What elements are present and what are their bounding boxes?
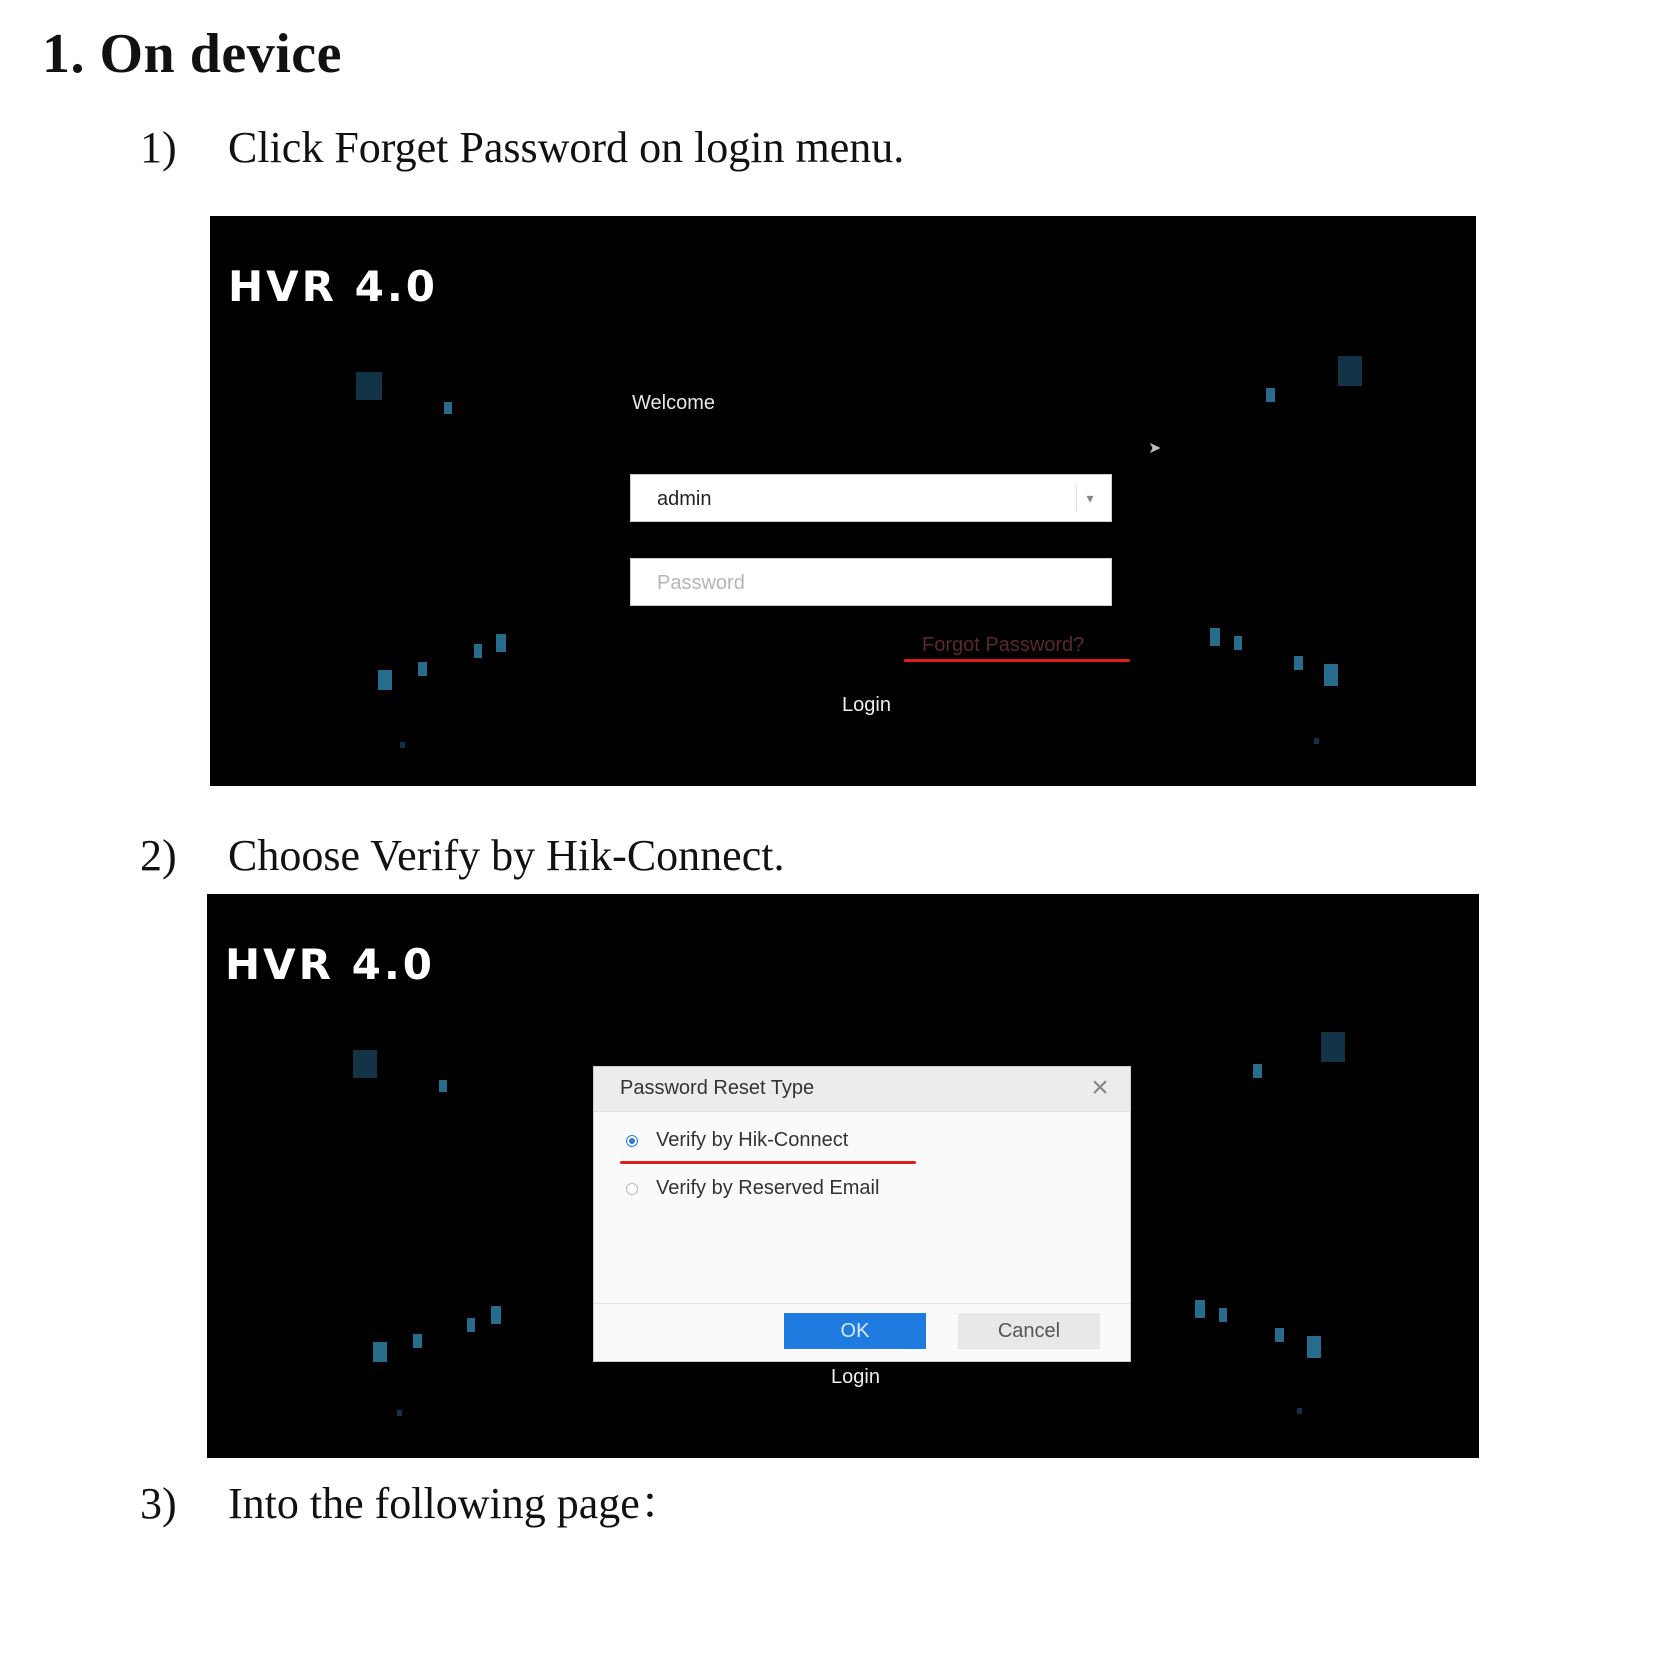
- step-number: 2): [140, 831, 177, 880]
- highlight-underline: [620, 1161, 916, 1164]
- decor-square: [1234, 636, 1242, 650]
- decor-square: [467, 1318, 475, 1332]
- decor-square: [1294, 656, 1303, 670]
- decor-square: [496, 634, 506, 652]
- ok-button[interactable]: OK: [784, 1313, 926, 1349]
- chevron-down-icon[interactable]: ▾: [1076, 485, 1103, 511]
- decor-square: [1307, 1336, 1321, 1358]
- radio-selected-icon[interactable]: [626, 1135, 638, 1147]
- reset-type-screenshot: [207, 894, 1479, 1458]
- decor-square: [1321, 1032, 1345, 1062]
- dialog-header: [594, 1067, 1130, 1112]
- section-heading: 1. On device: [42, 23, 342, 85]
- password-placeholder: Password: [657, 572, 745, 594]
- decor-dot: [400, 742, 405, 748]
- dialog-title: Password Reset Type: [620, 1077, 815, 1099]
- option-verify-hik-connect[interactable]: [626, 1129, 848, 1152]
- login-button[interactable]: Login: [831, 1366, 880, 1388]
- mouse-cursor-icon: ➤: [1148, 440, 1162, 457]
- step-number: 3): [140, 1479, 177, 1528]
- password-reset-dialog: [593, 1066, 1131, 1362]
- step-1: [140, 123, 905, 172]
- decor-square: [378, 670, 392, 690]
- decor-square: [353, 1050, 377, 1078]
- decor-square: [1275, 1328, 1284, 1342]
- dialog-divider: [594, 1303, 1130, 1304]
- decor-square: [491, 1306, 501, 1324]
- decor-square: [1210, 628, 1220, 646]
- welcome-text: Welcome: [632, 392, 715, 414]
- password-input[interactable]: [630, 558, 1112, 606]
- step-3: [140, 1479, 684, 1528]
- decor-square: [1219, 1308, 1227, 1322]
- brand-logo: HVR 4.0: [225, 940, 436, 989]
- decor-square: [418, 662, 427, 676]
- decor-square: [413, 1334, 422, 1348]
- step-2: [140, 831, 785, 880]
- login-button[interactable]: Login: [842, 694, 891, 716]
- decor-square: [1253, 1064, 1262, 1078]
- decor-square: [1338, 356, 1362, 386]
- option-verify-reserved-email[interactable]: [626, 1177, 879, 1200]
- decor-square: [1324, 664, 1338, 686]
- decor-dot: [397, 1410, 402, 1416]
- option-label: Verify by Reserved Email: [656, 1177, 880, 1199]
- cancel-button[interactable]: Cancel: [958, 1313, 1100, 1349]
- username-value: admin: [657, 488, 712, 510]
- decor-square: [444, 402, 452, 414]
- brand-logo: HVR 4.0: [228, 262, 439, 311]
- radio-unselected-icon[interactable]: [626, 1183, 638, 1195]
- login-screenshot: [210, 216, 1476, 786]
- decor-square: [373, 1342, 387, 1362]
- close-icon[interactable]: ×: [1091, 1071, 1109, 1104]
- step-text: Into the following page：: [228, 1479, 684, 1528]
- decor-dot: [1297, 1408, 1302, 1414]
- highlight-underline: [904, 659, 1130, 662]
- step-text: Choose Verify by Hik-Connect.: [228, 831, 785, 880]
- decor-square: [356, 372, 382, 400]
- forgot-password-link[interactable]: Forgot Password?: [922, 634, 1085, 656]
- decor-square: [1266, 388, 1275, 402]
- step-number: 1): [140, 123, 177, 172]
- decor-square: [439, 1080, 447, 1092]
- decor-square: [474, 644, 482, 658]
- decor-dot: [1314, 738, 1319, 744]
- option-label: Verify by Hik-Connect: [656, 1129, 849, 1151]
- username-select[interactable]: [630, 474, 1112, 522]
- step-text: Click Forget Password on login menu.: [228, 123, 905, 172]
- decor-square: [1195, 1300, 1205, 1318]
